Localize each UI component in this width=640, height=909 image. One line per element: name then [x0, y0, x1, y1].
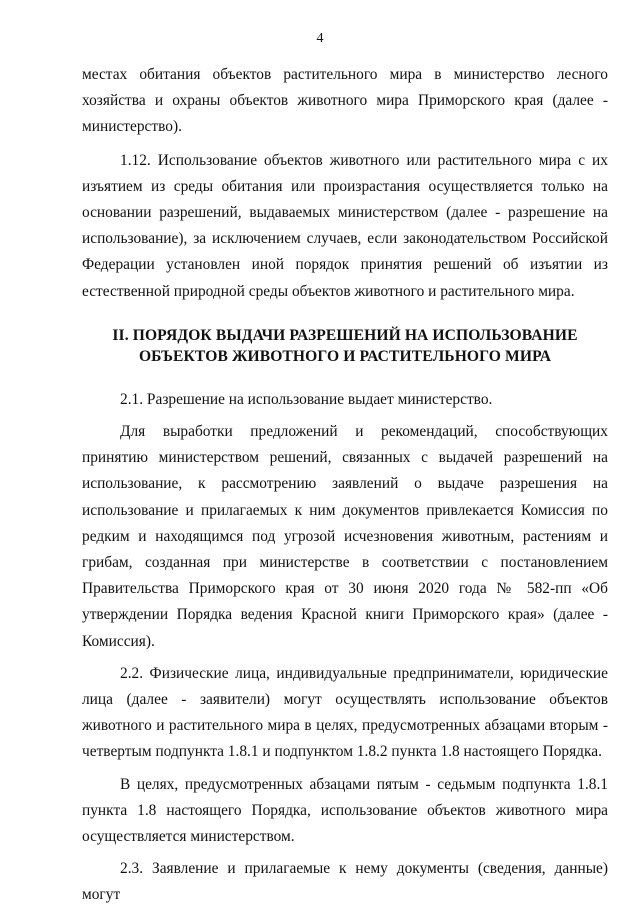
section-heading-line-2: ОБЪЕКТОВ ЖИВОТНОГО И РАСТИТЕЛЬНОГО МИРА [138, 347, 552, 365]
paragraph-2-2: 2.2. Физические лица, индивидуальные предприниматели, юридические лица (далее - заявители) могут осуществлять использование объектов животного и растительного мира в целях, предусмотренных абзацами вторым - четвертым подпункта 1.8.1 и подпунктом 1.8.2 пункта 1.8 настоящего Порядка. [82, 664, 608, 761]
paragraph-2-3: 2.3. Заявление и прилагаемые к нему документы (сведения, данные) могут [82, 860, 608, 904]
page-number: 4 [316, 31, 324, 46]
paragraph-commission: Для выработки предложений и рекомендаций, способствующих принятию министерством решений, связанных с выдачей разрешений на использование, к рассмотрению заявлений о выдаче разрешения на использование и прилагаемых к ним документов привлекается Комиссия по редким и находящимся под угрозой исчезновения животным, растениям и грибам, созданная при министерстве в соответствии с постановлением Правительства Приморского края от 30 июня 2020 года № 582-пп «Об утверждении Порядка ведения Красной книги Приморского края» (далее - Комиссия). [82, 423, 608, 650]
section-heading [82, 325, 608, 367]
paragraph-2-1: 2.1. Разрешение на использование выдает министерство. [120, 390, 493, 408]
document-body [82, 62, 608, 909]
paragraph-purposes: В целях, предусмотренных абзацами пятым - седьмым подпункта 1.8.1 пункта 1.8 настоящего Порядка, использование объектов животного мира осуществляется министерством. [82, 775, 608, 846]
paragraph-continuation: местах обитания объектов растительного мира в министерство лесного хозяйства и охраны объектов животного мира Приморского края (далее - министерство). [82, 66, 608, 136]
section-heading-line-1: II. ПОРЯДОК ВЫДАЧИ РАЗРЕШЕНИЙ НА ИСПОЛЬЗОВАНИЕ [112, 326, 578, 344]
paragraph-1-12: 1.12. Использование объектов животного или растительного мира с их изъятием из среды обитания или произрастания осуществляется только на основании разрешений, выдаваемых министерством (далее - разрешение на использование), за исключением случаев, если законодательством Российской Федерации установлен иной порядок принятия решений об изъятии из естественной природной среды объектов животного и растительного мира. [82, 151, 608, 300]
